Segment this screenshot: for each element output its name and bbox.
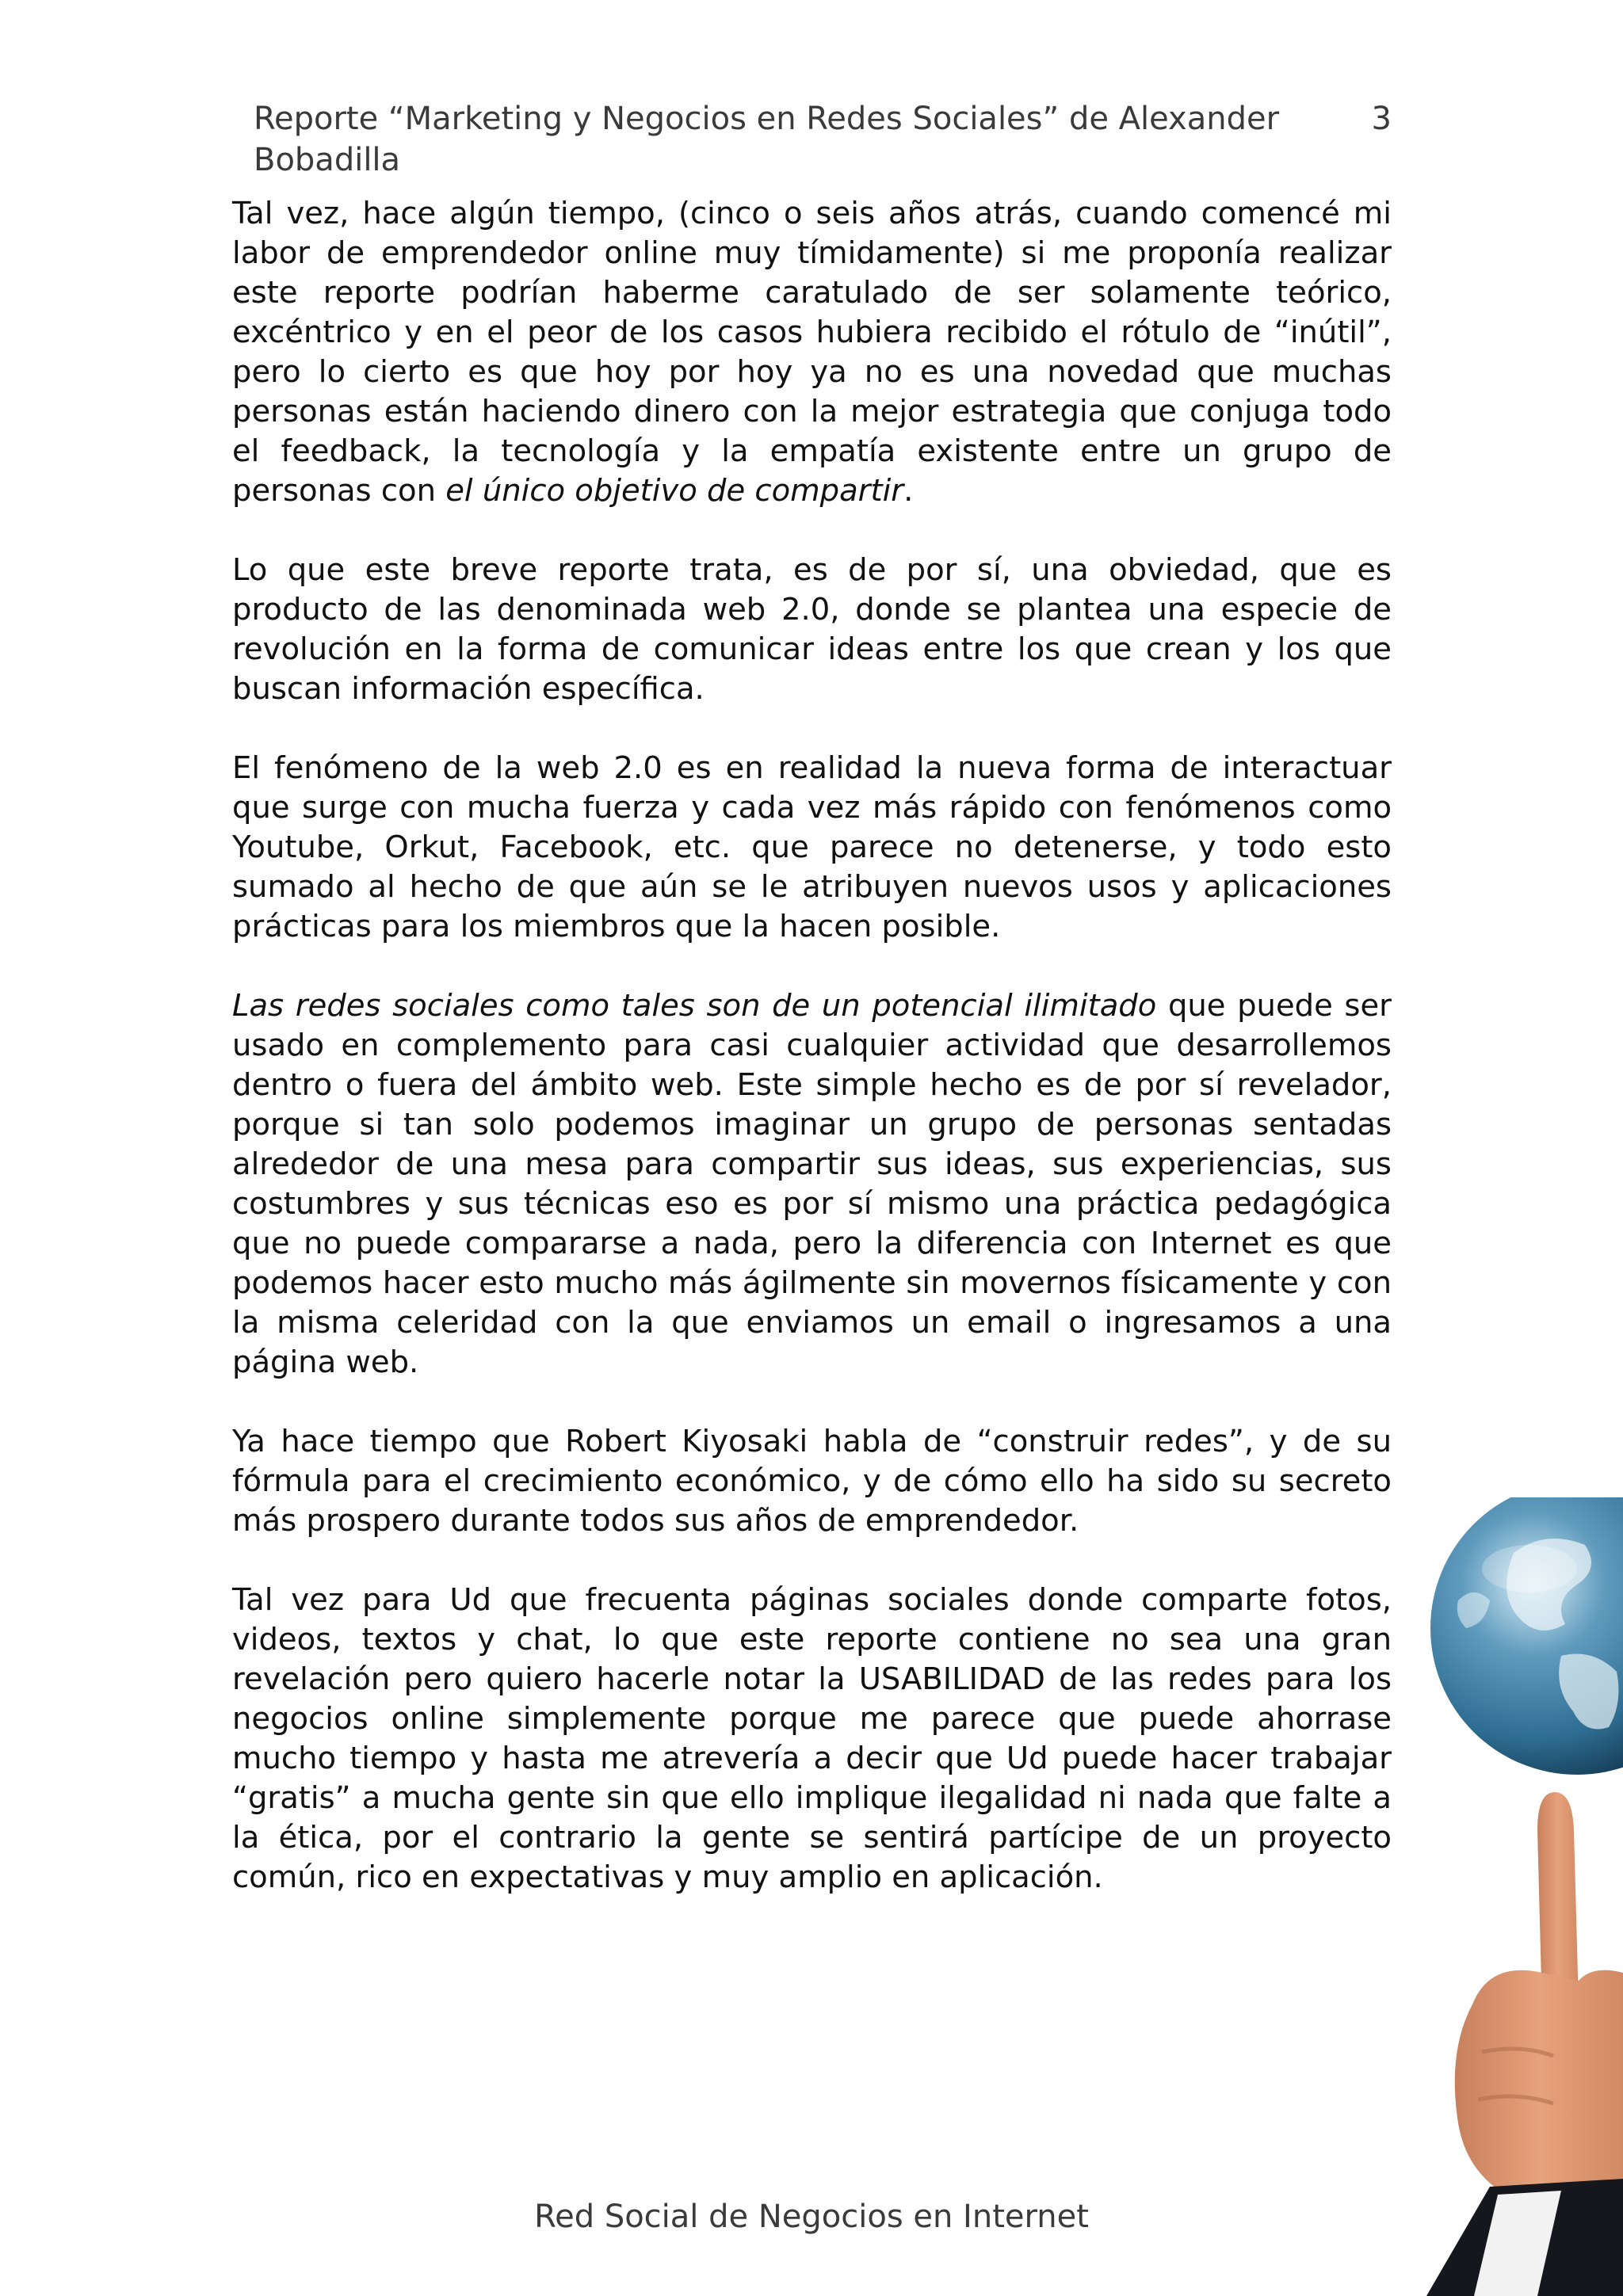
paragraph-5: Ya hace tiempo que Robert Kiyosaki habla de “construir redes”, y de su fórmula para el crecimiento económico, y de cómo ello ha sido su secreto más prospero durante todos sus años de emprendedor. xyxy=(232,1424,1392,1539)
globe-on-finger-image xyxy=(1379,1497,1623,2296)
paragraph-6: Tal vez para Ud que frecuenta páginas sociales donde comparte fotos, videos, textos y chat, lo que este reporte contiene no sea una gran revelación pero quiero hacerle notar la USABILIDAD de las redes para los negocios online simplemente porque me parece que puede ahorrase mucho tiempo y hasta me atrevería a decir que Ud puede hacer trabajar “gratis” a mucha gente sin que ello implique ilegalidad ni nada que falte a la ética, por el contrario la gente se sentirá partícipe de un proyecto común, rico en expectativas y muy amplio en aplicación. xyxy=(232,1582,1392,1895)
header-title: Reporte “Marketing y Negocios en Redes Sociales” de Alexander Bobadilla xyxy=(254,101,1280,178)
running-footer: Red Social de Negocios en Internet xyxy=(534,2199,1089,2235)
globe-icon xyxy=(1430,1497,1623,1775)
paragraph-1: Tal vez, hace algún tiempo, (cinco o seis años atrás, cuando comencé mi labor de emprendedor online muy tímidamente) si me proponía realizar este reporte podrían haberme caratulado de ser solamente teórico, excéntrico y en el peor de los casos hubiera recibido el rótulo de “inútil”, pero lo cierto es que hoy por hoy ya no es una novedad que muchas personas están haciendo dinero con la mejor estrategia que conjuga todo el feedback, la tecnología y la empatía existente entre un grupo de personas con el único objetivo de compartir. xyxy=(232,196,1392,509)
emphasis: Las redes sociales como tales son de un potencial ilimitado xyxy=(232,988,1157,1024)
hand xyxy=(1455,1970,1623,2195)
paragraph-3: El fenómeno de la web 2.0 es en realidad la nueva forma de interactuar que surge con mucha fuerza y cada vez más rápido con fenómenos como Youtube, Orkut, Facebook, etc. que parece no detenerse, y todo esto sumado al hecho de que aún se le atribuyen nuevos usos y aplicaciones prácticas para los miembros que la hacen posible. xyxy=(232,750,1392,944)
paragraph-4: Las redes sociales como tales son de un potencial ilimitado que puede ser usado en complemento para casi cualquier actividad que desarrollemos dentro o fuera del ámbito web. Este simple hecho es de por sí revelador, porque si tan solo podemos imaginar un grupo de personas sentadas alrededor de una mesa para compartir sus ideas, sus experiencias, sus costumbres y sus técnicas eso es por sí mismo una práctica pedagógica que no puede compararse a nada, pero la diferencia con Internet es que podemos hacer esto mucho más ágilmente sin movernos físicamente y con la misma celeridad con la que enviamos un email o ingresamos a una página web. xyxy=(232,988,1392,1380)
emphasis: el único objetivo de compartir xyxy=(445,473,904,509)
paragraph-2: Lo que este breve reporte trata, es de por sí, una obviedad, que es producto de las denominada web 2.0, donde se plantea una especie de revolución en la forma de comunicar ideas entre los que crean y los que buscan información específica. xyxy=(232,552,1392,707)
page-number: 3 xyxy=(1371,101,1392,137)
body-text xyxy=(232,194,1392,1937)
running-header xyxy=(254,98,1392,181)
